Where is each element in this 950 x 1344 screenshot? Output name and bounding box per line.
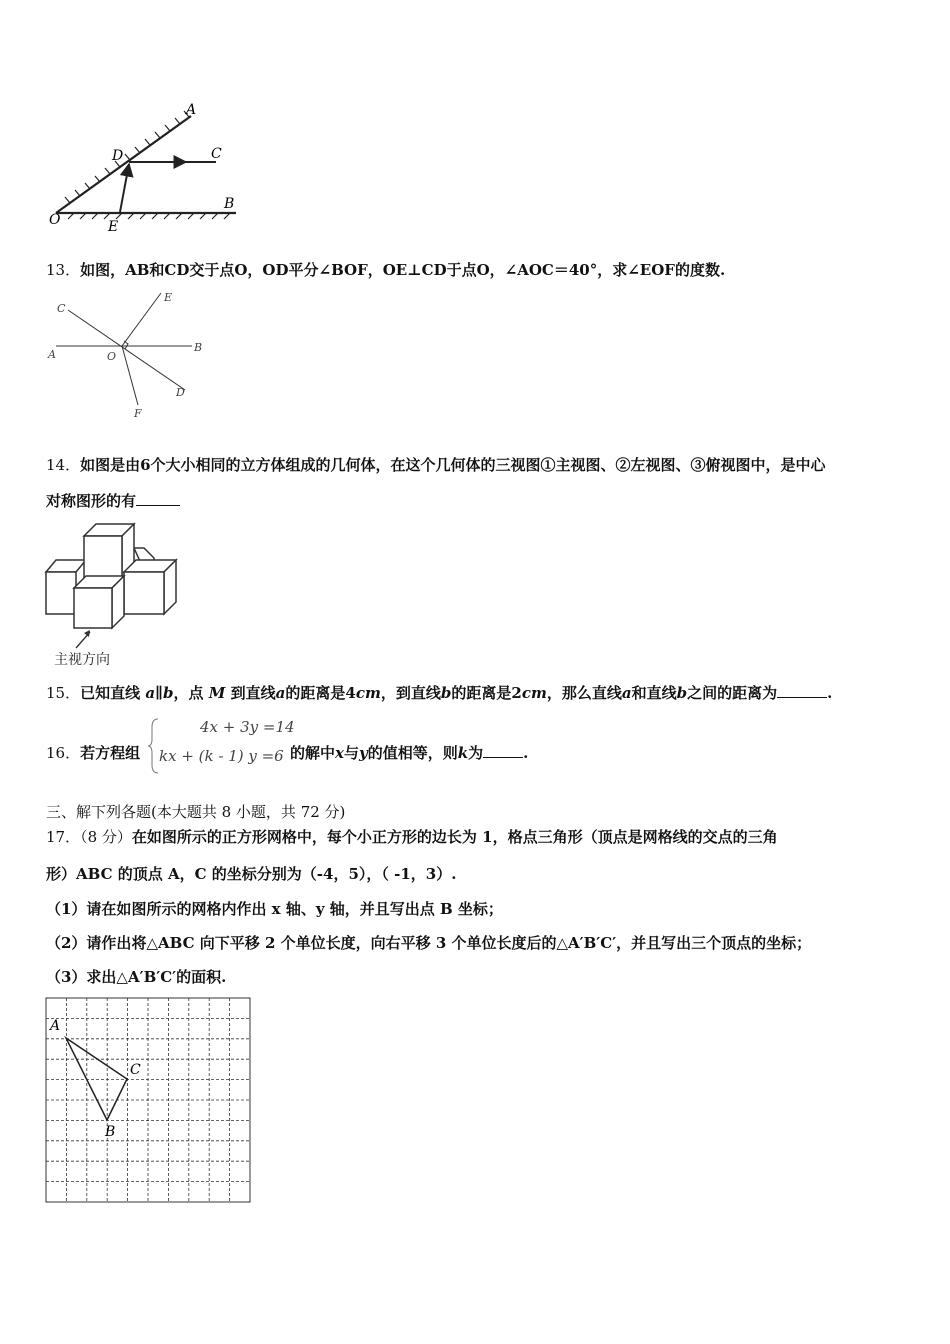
question-13-text: 如图，AB和CD交于点O，OD平分∠BOF，OE⊥CD于点O，∠AOC＝40°，求∠EOF的度数. xyxy=(80,261,726,279)
label-D: D xyxy=(112,148,124,164)
figure-14-cubes xyxy=(44,520,184,670)
label-B: B xyxy=(224,196,235,212)
svg-text:F: F xyxy=(134,407,142,420)
question-14-line1: 14．如图是由6个大小相同的立方体组成的几何体，在这个几何体的三视图①主视图、②左视图、③俯视图中，是中心 xyxy=(46,456,826,474)
label-O: O xyxy=(49,212,61,228)
equation-brace xyxy=(146,717,160,775)
answer-blank[interactable] xyxy=(136,491,180,506)
label-C: C xyxy=(211,146,222,162)
view-direction-caption: 主视方向 xyxy=(54,652,110,668)
answer-blank[interactable] xyxy=(777,683,827,698)
label-B: B xyxy=(105,1124,116,1140)
svg-text:C: C xyxy=(57,302,66,315)
question-17-line2: 形）ABC 的顶点 A，C 的坐标分别为（-4，5），（ -1，3）. xyxy=(46,865,457,883)
equation-2: kx + (k - 1) y =6 xyxy=(159,747,284,765)
svg-text:A: A xyxy=(48,348,56,361)
svg-text:O: O xyxy=(107,350,117,363)
question-15: 15．已知直线 a∥b，点 M 到直线a的距离是4cm，到直线b的距离是2cm，那么直线a和直线b之间的距离为 . xyxy=(46,684,833,702)
question-14-line2: 对称图形的有 xyxy=(46,491,180,511)
figure-17-grid xyxy=(44,996,254,1206)
label-A: A xyxy=(186,102,197,118)
question-16-prefix: 16．若方程组 xyxy=(46,744,141,762)
equation-1: 4x + 3y =14 xyxy=(200,718,295,736)
section-3-title: 三、解下列各题(本大题共 8 小题，共 72 分) xyxy=(46,803,346,821)
svg-text:E: E xyxy=(164,291,173,304)
question-17-line1: 17．（8 分）在如图所示的正方形网格中，每个小正方形的边长为 1，格点三角形（顶点是网格线的交点的三角 xyxy=(46,828,778,846)
svg-text:B: B xyxy=(194,341,203,354)
question-17-sub2: （2）请作出将△ABC 向下平移 2 个单位长度，向右平移 3 个单位长度后的△A′B′C′，并且写出三个顶点的坐标； xyxy=(46,934,812,952)
figure-13-lines-diagram xyxy=(40,285,220,425)
question-16-suffix: 的解中x与y的值相等，则k为 . xyxy=(290,744,529,762)
svg-text:D: D xyxy=(176,386,185,399)
label-A: A xyxy=(50,1018,61,1034)
label-C: C xyxy=(130,1062,141,1078)
answer-blank[interactable] xyxy=(483,743,523,758)
question-17-sub1: （1）请在如图所示的网格内作出 x 轴、y 轴，并且写出点 B 坐标； xyxy=(46,900,503,918)
question-13: 13．如图，AB和CD交于点O，OD平分∠BOF，OE⊥CD于点O，∠AOC＝40°，求∠EOF的度数. xyxy=(46,261,726,279)
figure-12-mirror-diagram xyxy=(46,98,246,238)
question-17-sub3: （3）求出△A′B′C′的面积. xyxy=(46,968,227,986)
label-E: E xyxy=(108,219,119,235)
